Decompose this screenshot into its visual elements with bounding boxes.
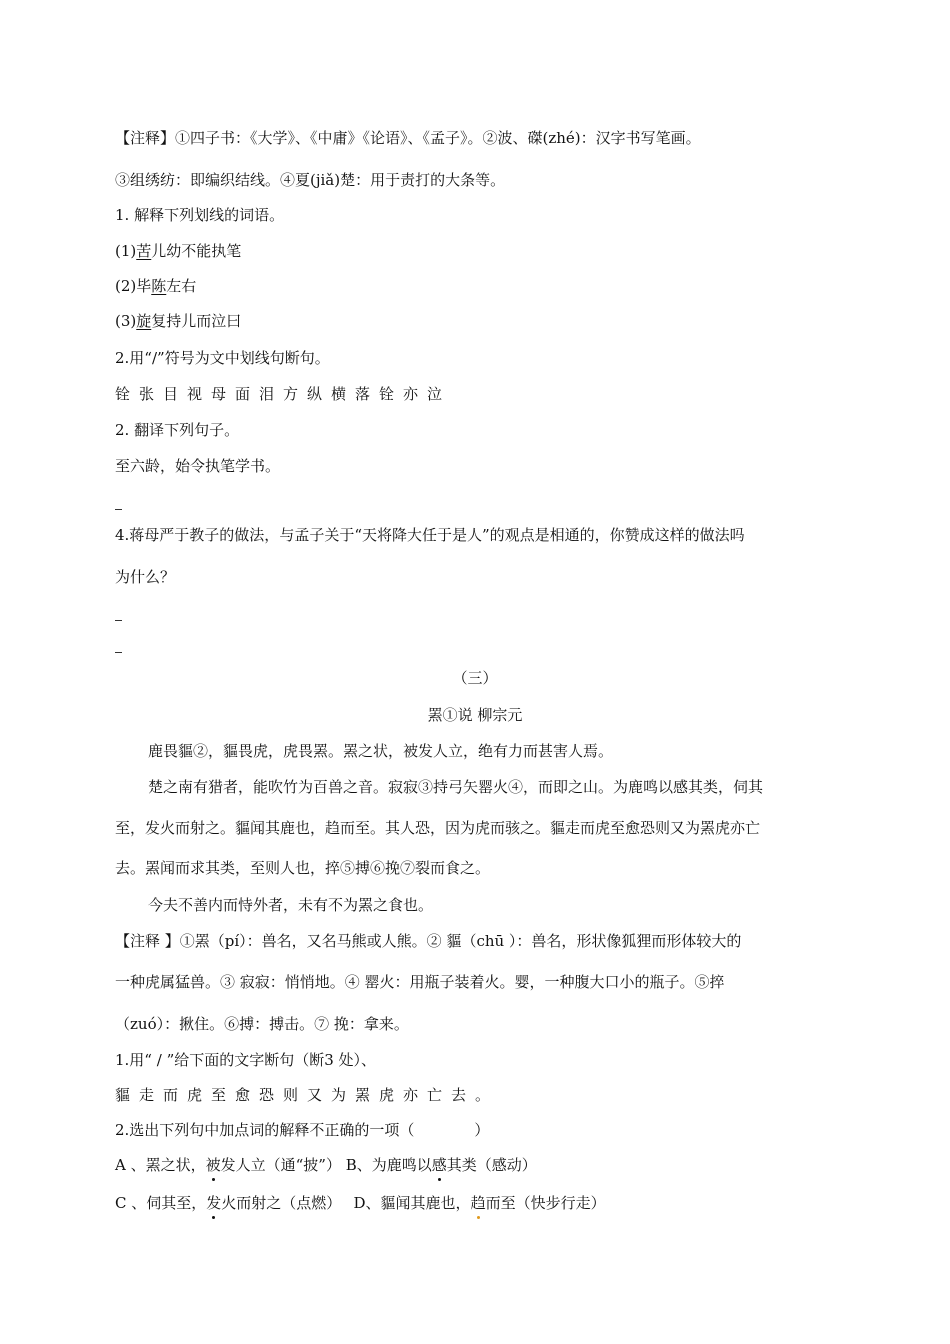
question-3: 2. 翻译下列句子。	[115, 421, 240, 439]
question-2-options-c-d: C 、伺其至，发火而射之（点燃） D、貙闻其鹿也，趋而至（快步行走）	[115, 1194, 606, 1212]
question-1-item-1: (1)苦儿幼不能执笔	[115, 242, 242, 260]
answer-blank	[115, 652, 122, 653]
question-2: 2.选出下列句中加点词的解释不正确的一项（ ）	[115, 1121, 490, 1139]
passage-paragraph-2-line-2: 至，发火而射之。貙闻其鹿也，趋而至。其人恐，因为虎而骇之。貙走而虎至愈恐则又为罴虎亦亡	[115, 819, 761, 837]
question-3-text: 至六龄，始令执笔学书。	[115, 457, 281, 475]
passage-title: 罴①说 柳宗元	[427, 706, 523, 724]
annotation-line-1: 【注释 】①罴（pí）：兽名，又名马熊或人熊。② 貙（chū ）：兽名，形状像狐狸而形体较大的	[115, 932, 742, 950]
answer-blank	[115, 509, 122, 510]
passage-paragraph-1: 鹿畏貙②，貙畏虎，虎畏罴。罴之状，被发人立，绝有力而甚害人焉。	[148, 742, 614, 760]
annotation-line-1: 【注释】①四子书：《大学》、《中庸》《论语》、《孟子》。②波、磔(zhé)：汉字书写笔画。	[115, 129, 701, 147]
question-2-text: 铨张目视母面泪方纵横落铨亦泣	[115, 385, 452, 403]
passage-paragraph-3: 今夫不善内而恃外者，未有不为罴之食也。	[148, 896, 434, 914]
question-1-item-3: (3)旋复持儿而泣曰	[115, 312, 242, 330]
annotation-line-3: （zuó）：揪住。⑥搏：搏击。⑦ 挽：拿来。	[115, 1015, 409, 1033]
annotation-line-2: 一种虎属猛兽。③ 寂寂：悄悄地。④ 罂火：用瓶子装着火。婴，一种腹大口小的瓶子。⑤捽	[115, 973, 725, 991]
passage-paragraph-2-line-1: 楚之南有猎者，能吹竹为百兽之音。寂寂③持弓矢罂火④，而即之山。为鹿鸣以感其类，伺其	[148, 778, 764, 796]
question-2: 2.用“/”符号为文中划线句断句。	[115, 349, 330, 367]
question-4-line-1: 4.蒋母严于教子的做法，与孟子关于“天将降大任于是人”的观点是相通的，你赞成这样的做法吗	[115, 526, 745, 544]
question-2-options-a-b: A 、罴之状，被发人立（通“披”） B、为鹿鸣以感其类（感动）	[115, 1156, 537, 1174]
question-1-item-2: (2)毕陈左右	[115, 277, 197, 295]
annotation-line-2: ③组绣纺：即编织结线。④夏(jiǎ)楚：用于责打的大条等。	[115, 171, 506, 189]
question-1: 1.用“ / ”给下面的文字断句（断3 处）、	[115, 1051, 377, 1069]
question-1: 1. 解释下列划线的词语。	[115, 206, 285, 224]
passage-paragraph-2-line-3: 去。罴闻而求其类，至则人也，捽⑤搏⑥挽⑦裂而食之。	[115, 859, 491, 877]
question-1-text: 貙走而虎至愈恐则又为罴虎亦亡去。	[115, 1086, 500, 1104]
answer-blank	[115, 620, 122, 621]
question-4-line-2: 为什么？	[115, 568, 176, 586]
section-number: （三）	[452, 669, 498, 687]
